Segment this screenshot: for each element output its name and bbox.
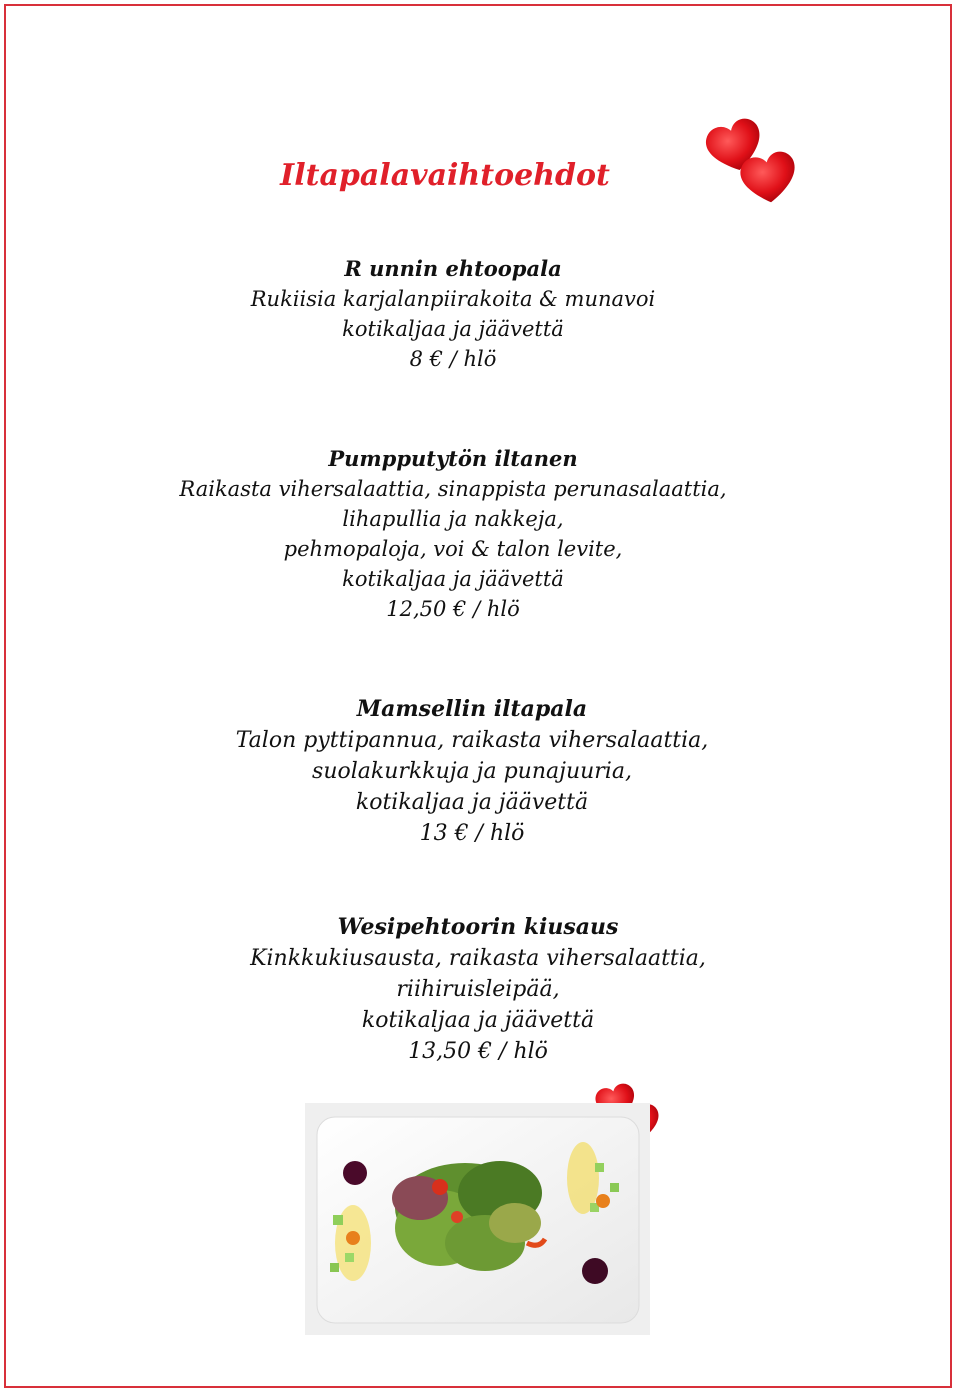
menu-item-price: 8 € / hlö (409, 347, 497, 371)
menu-item-price: 12,50 € / hlö (386, 597, 520, 621)
menu-item-line: kotikaljaa ja jäävettä (355, 790, 589, 815)
menu-item-mamsellin-iltapala (0, 694, 944, 849)
menu-item-line: riihiruisleipää, (396, 977, 560, 1002)
menu-item-price: 13,50 € / hlö (408, 1039, 548, 1064)
menu-item-runnin-ehtoopala (0, 254, 906, 374)
menu-title: Iltapalavaihtoehdot (280, 158, 610, 193)
menu-item-name: Wesipehtoorin kiusaus (337, 914, 619, 940)
menu-item-line: Kinkkukiusausta, raikasta vihersalaattia, (250, 946, 706, 971)
menu-item-name: Mamsellin iltapala (356, 696, 588, 722)
menu-item-line: pehmopaloja, voi & talon levite, (283, 537, 623, 561)
menu-item-wesipehtoorin-kiusaus (0, 912, 956, 1067)
menu-item-line: suolakurkkuja ja punajuuria, (312, 759, 632, 784)
menu-item-line: Talon pyttipannua, raikasta vihersalaattia, (235, 728, 709, 753)
menu-item-line: kotikaljaa ja jäävettä (342, 567, 564, 591)
menu-item-line: lihapullia ja nakkeja, (342, 507, 564, 531)
menu-item-line: Raikasta vihersalaattia, sinappista perunasalaattia, (179, 477, 727, 501)
menu-item-pumpputyton-iltanen (0, 444, 906, 624)
menu-item-line: kotikaljaa ja jäävettä (342, 317, 564, 341)
hearts-icon (700, 110, 810, 210)
salad-plate-image (305, 1103, 650, 1335)
menu-item-price: 13 € / hlö (419, 821, 525, 846)
menu-item-line: Rukiisia karjalanpiirakoita & munavoi (250, 287, 656, 311)
menu-item-name: R unnin ehtoopala (344, 256, 562, 281)
menu-item-name: Pumpputytön iltanen (328, 446, 578, 471)
menu-item-line: kotikaljaa ja jäävettä (361, 1008, 595, 1033)
